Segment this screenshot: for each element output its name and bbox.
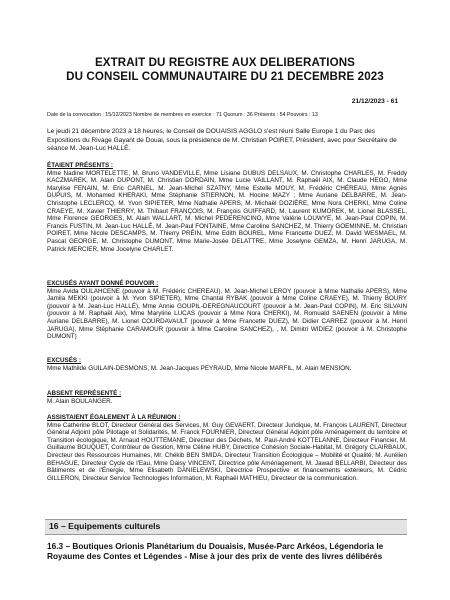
document-title — [60, 56, 390, 84]
section-body: Mme Avida OULAHCENE (pouvoir à M. Frédéric CHEREAU), M. Jean-Michel LEROY (pouvoir à Mme Nathalie APERS), Mme Jamila MEKKI (pouvoir à M. Yvon SIPIETER), Mme Chantal RYBAK (pouvoir à Mme Coline CRAEYE), M. Thierry BOURY (pouvoir à M. Jean-Luc HALLÉ), Mme Annie GOUPIL-DEREGNAUCOURT (pouvoir à M. Jean-Paul COPIN), M. Eric SILVAIN (pouvoir à M. Raphaël Aix), Mme Maryline LUCAS (pouvoir à Mme Nora CHERKI), M. Romuald SAENEN (pouvoir à Mme Auriane DELBARRE), M. Lionel COURDAVAULT (pouvoir à Mme Francette DUEZ), M. Didier CARREZ (pouvoir à M. Henri JARUGA), Mme Stéphanie CARAMOUR (pouvoir à Mme Caroline SANCHEZ), , M. Dimitri WIDIEZ (pouvoir à M. Christophe DUMONT) — [47, 287, 407, 341]
section-body: M. Alain BOULANGER. — [47, 397, 113, 405]
section-heading: EXCUSÉS AYANT DONNÉ POUVOIR : — [47, 280, 159, 287]
section-assistaient — [47, 414, 407, 482]
section-presents — [47, 162, 407, 253]
deliberation-reference: 21/12/2023 - 61 — [351, 98, 398, 105]
agenda-section-label: 16 – Equipements culturels — [49, 521, 161, 531]
title-line-1: EXTRAIT DU REGISTRE AUX DELIBERATIONS — [94, 56, 356, 69]
section-body: Mme Mathilde GUILAIN-DESMONS, M. Jean-Jacques PEYRAUD, Mme Nicole MARFIL, M. Alain MENSION. — [47, 364, 352, 372]
section-pouvoirs — [47, 280, 407, 341]
agenda-section-bar — [45, 519, 407, 535]
section-excuses — [47, 357, 407, 372]
intro-paragraph: Le jeudi 21 décembre 2023 à 18 heures, le Conseil de DOUAISIS AGGLO s'est réuni Salle Europe 1 du Parc des Expositions du Rivage Gayant de Douai, sous la présidence de M. Christian POIRET, Président, avec pour Secrétaire de séance M. Jean-Luc HALLÉ. — [47, 128, 397, 153]
section-heading: EXCUSÉS : — [47, 357, 81, 364]
section-heading: ÉTAIENT PRÉSENTS : — [47, 162, 114, 169]
section-heading: ABSENT REPRÉSENTÉ : — [47, 390, 122, 397]
title-line-2: DU CONSEIL COMMUNAUTAIRE DU 21 DECEMBRE 2023 — [66, 70, 384, 83]
section-heading: ASSISTAIENT ÉGALEMENT À LA RÉUNION : — [47, 414, 181, 421]
section-absent — [47, 390, 407, 405]
section-body: Mme Catherine BLOT, Directeur Général des Services, M. Guy GEVAERT, Directeur Juridique, M. François LAURENT, Directeur Général Adjoint pôle Pilotage et Solidarités, M. Franck FOURNIER, Directeur Général Adjoint pôle Aménagement du territoire et Transition écologique, M. Arnaud HOUTTEMANE, Directeur des Déchets, M. Paul-André KOTTELANNE, Directeur Financier, M. Guillaume BOUQUET, Contrôleur de Gestion, Mme Céline HUBY, Directrice Cohésion Sociale-Habitat, M. Grégory CLAIRBAUX, Directeur des Ressources Humaines, Mr. Chékib BEN SMIDA, Directeur Transition Écologique – Mobilité et Qualité, M. Aurélien BEHAGUE, Directeur Cycle de l'Eau, Mme Daisy VINCENT, Directrice pôle Aménagement, M. Jawad BELLARBI, Directeur des Bâtiments et de l'Énergie, Mme Elisabeth DANIELEWSKI, Directrice Prospective et financements extérieurs, M. Cédric GILLERON, Directeur Service Technologies Information, M. Raphaël MATHIEU, Directeur de la communication. — [47, 421, 407, 482]
section-body: Mme Nadine MORTELETTE, M. Bruno VANDEVILLE, Mme Lisiane DUBUS DELSAUX, M. Christophe CHARLES, M. Freddy KACZMAREK, M. Alain DUPONT, M. Christian DORDAIN, Mme Lucie VAILLANT, M. Raphaël AIX, M. Claude HEGO, Mme Marylise FENAIN, M. Eric CARNEL, M. Jean-Michel SZATNY, Mme Estelle MOUY, M. Frédéric CHÉREAU, Mme Agnès DUPUIS, M. Mohamed KHERAKI, Mme Stéphanie STIERNON, M. Hocine MAZY ; Mme Auriane DELBARRE, M. Jean-Christophe LECLERCQ, M. Yvon SIPIETER, Mme Nathalie APERS, M. Michaël DOZIÈRE, Mme Nora CHERKI, Mme Coline CRAEYE, M. Xavier THIERRY, M. Thibaut FRANÇOIS, M. François GUIFFARD, M. Laurent KUMOREK, M. Lionel BLASSEL, Mme Florence GEORGES, M. Alain WALLART, M. Michel PEDERENCINO, Mme Valérie LOUWYE, M. Jean-Paul COPIN, M. Francis FUSTIN, M. Jean-Luc HALLÉ, M. Jean-Paul FONTAINE, Mme Caroline SANCHEZ, M. Thierry GOEMINNE, M. Christian POIRET, Mme Nicole DESCAMPS, M. Thierry PRÉIN, Mme Edith BOUREL, Mme Francette DUEZ, M. David WESMAEL, M. Pascal GEORGE, M. Christophe DUMONT, Mme Marie-Josée DELATTRE, Mme Joselyne GEMZA, M. Henri JARUGA, M. Patrick MERCIER, Mme Jocelyne CHARLET. — [47, 169, 407, 253]
agenda-item-title: 16.3 – Boutiques Orionis Planétarium du Douaisis, Musée-Parc Arkéos, Légendoria le Royaume des Contes et Légendes - Mise à jour des prix de vente des livres délibérés — [47, 541, 384, 562]
convocation-meta: Date de la convocation : 15/12/2023 Nombre de membres en exercice : 71 Quorum : 36 Présents : 54 Pouvoirs : 13 — [47, 112, 318, 118]
